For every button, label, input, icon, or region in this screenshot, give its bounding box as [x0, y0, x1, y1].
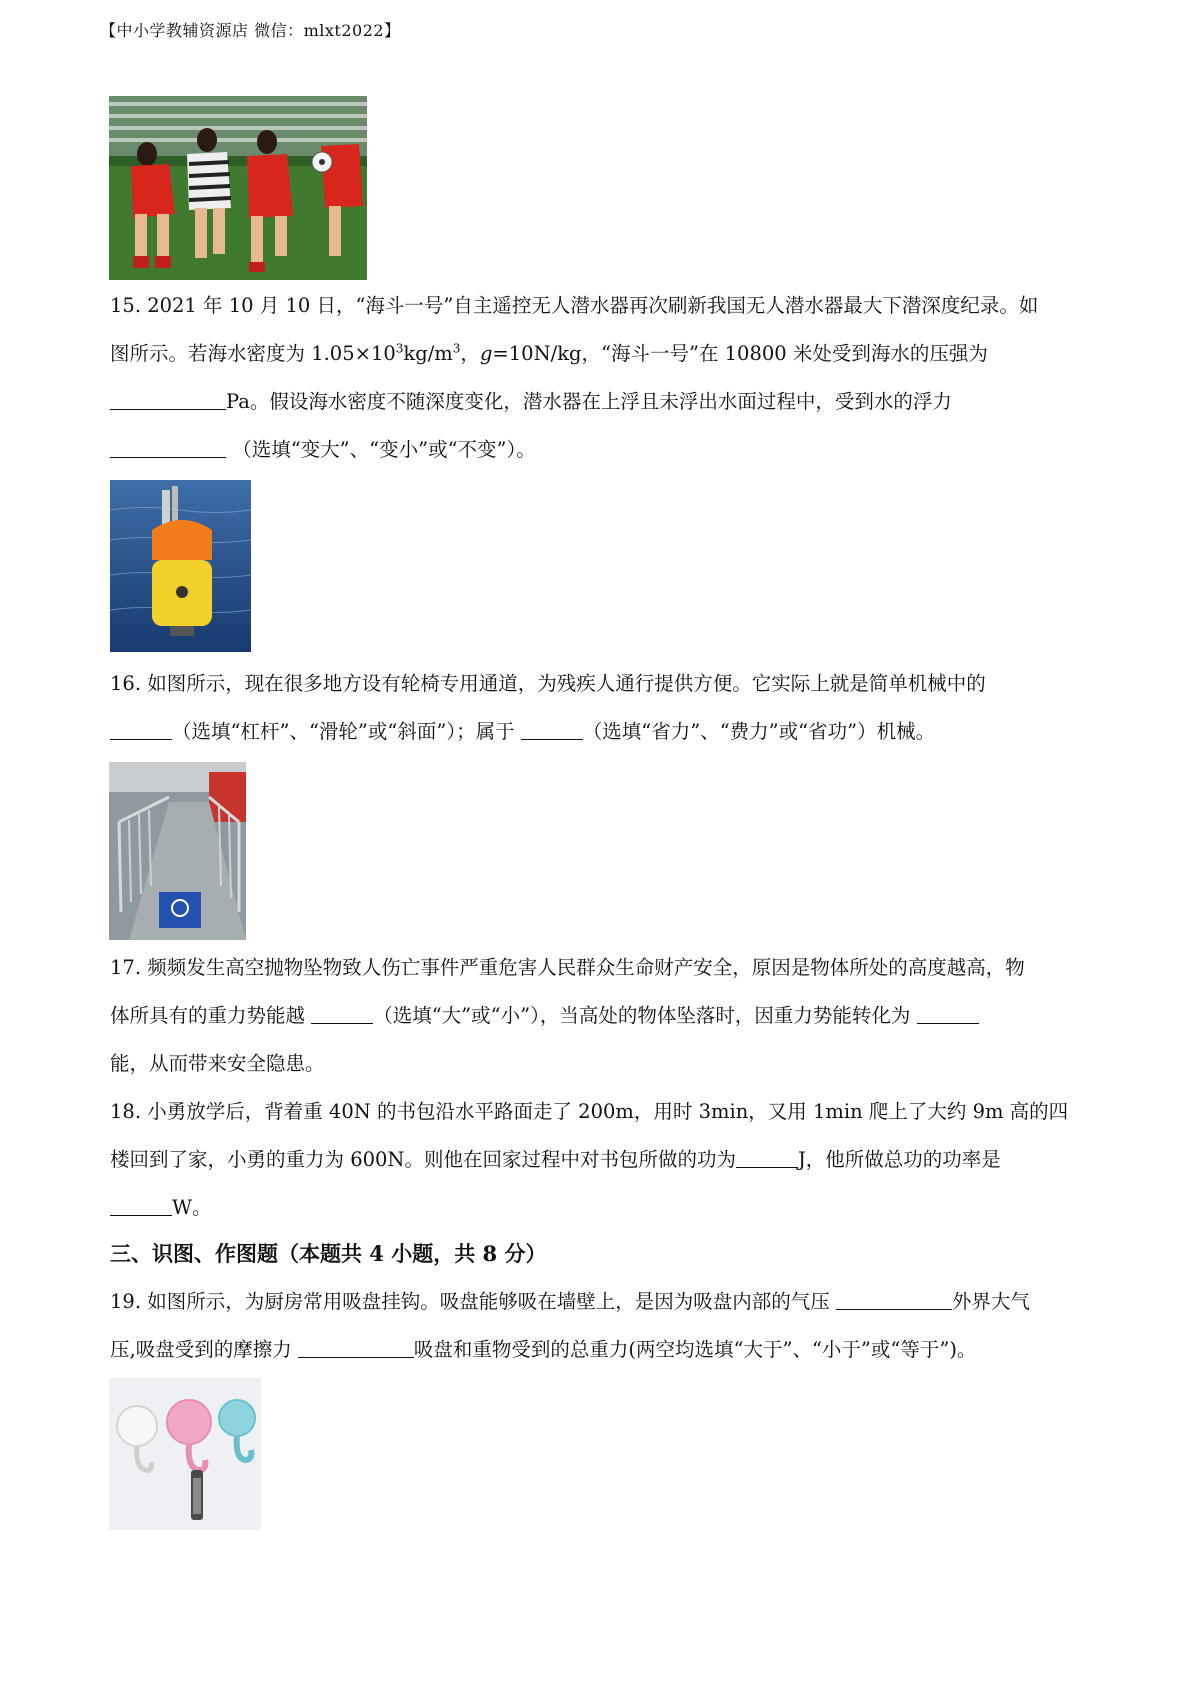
q16-line-2: [110, 708, 1100, 756]
q15-line-2-c: ，: [460, 342, 480, 365]
q18-line-3: [110, 1184, 1100, 1232]
answer-blank[interactable]: [110, 1195, 172, 1216]
q15-line-1: 15. 2021 年 10 月 10 日，“海斗一号”自主遥控无人潜水器再次刷新我国无人潜水器最大下潜深度纪录。如: [110, 294, 1039, 317]
answer-blank[interactable]: [110, 437, 226, 458]
q18-line-3-text: W。: [172, 1196, 212, 1219]
answer-blank[interactable]: [736, 1147, 798, 1168]
answer-blank[interactable]: [521, 719, 583, 740]
question-15: [110, 282, 1100, 474]
answer-blank[interactable]: [110, 719, 172, 740]
answer-blank[interactable]: [298, 1337, 414, 1358]
q16-line-2-b: （选填“省力”、“费力”或“省功”）机械。: [582, 720, 936, 743]
q15-exp-1: 3: [395, 341, 404, 356]
question-16: [110, 660, 1100, 756]
q18-line-2-a: 楼回到了家，小勇的重力为 600N。则他在回家过程中对书包所做的功为: [110, 1148, 736, 1171]
q16-line-2-a: （选填“杠杆”、“滑轮”或“斜面”）；属于: [172, 720, 521, 743]
q17-line-2: [110, 992, 1100, 1040]
wheelchair-ramp-photo: [109, 762, 246, 940]
q15-line-4: [110, 426, 1100, 474]
answer-blank[interactable]: [110, 389, 226, 410]
answer-blank[interactable]: [311, 1003, 373, 1024]
q15-exp-2: 3: [452, 341, 461, 356]
q15-line-2: [110, 330, 1100, 378]
question-17: [110, 944, 1100, 1088]
q17-line-2-a: 体所具有的重力势能越: [110, 1004, 312, 1027]
q19-line-2-a: 压,吸盘受到的摩擦力: [110, 1338, 298, 1361]
question-18: [110, 1088, 1100, 1232]
soccer-photo: [109, 96, 367, 280]
q18-line-1: 18. 小勇放学后，背着重 40N 的书包沿水平路面走了 200m，用时 3min，又用 1min 爬上了大约 9m 高的四: [110, 1100, 1069, 1123]
q19-line-2-b: 吸盘和重物受到的总重力(两空均选填“大于”、“小于”或“等于”)。: [413, 1338, 977, 1361]
suction-hook-photo: [109, 1378, 261, 1530]
q18-line-2-b: J，他所做总功的功率是: [797, 1148, 1001, 1171]
q17-line-1: 17. 频频发生高空抛物坠物致人伤亡事件严重危害人民群众生命财产安全，原因是物体所处的高度越高，物: [110, 956, 1025, 979]
q17-line-3: 能，从而带来安全隐患。: [110, 1052, 325, 1075]
answer-blank[interactable]: [836, 1289, 952, 1310]
q19-line-1-a: 19. 如图所示，为厨房常用吸盘挂钩。吸盘能够吸在墙壁上，是因为吸盘内部的气压: [110, 1290, 836, 1313]
q15-line-2-a: 图所示。若海水密度为 1.05×10: [110, 342, 396, 365]
q15-line-3: [110, 378, 1100, 426]
page-header: 【中小学教辅资源店 微信：mlxt2022】: [100, 21, 401, 40]
answer-blank[interactable]: [917, 1003, 979, 1024]
q15-line-4-text: （选填“变大”、“变小”或“不变”）。: [232, 438, 536, 461]
q16-line-1: 16. 如图所示，现在很多地方设有轮椅专用通道，为残疾人通行提供方便。它实际上就是简单机械中的: [110, 672, 986, 695]
q19-line-1-b: 外界大气: [951, 1290, 1030, 1313]
q19-line-1: [110, 1278, 1100, 1326]
q18-line-2: [110, 1136, 1100, 1184]
section-heading: 三、识图、作图题（本题共 4 小题，共 8 分）: [110, 1241, 547, 1266]
q15-line-3-text: Pa。假设海水密度不随深度变化，潜水器在上浮且未浮出水面过程中，受到水的浮力: [226, 390, 952, 413]
submersible-photo: [110, 480, 251, 652]
question-19: [110, 1278, 1100, 1374]
q17-line-2-b: （选填“大”或“小”），当高处的物体坠落时，因重力势能转化为: [373, 1004, 917, 1027]
q19-line-2: [110, 1326, 1100, 1374]
q15-line-2-b: kg/m: [403, 342, 453, 365]
q15-line-2-d: =10N/kg，“海斗一号”在 10800 米处受到海水的压强为: [492, 342, 988, 365]
q15-g-symbol: g: [479, 342, 493, 365]
